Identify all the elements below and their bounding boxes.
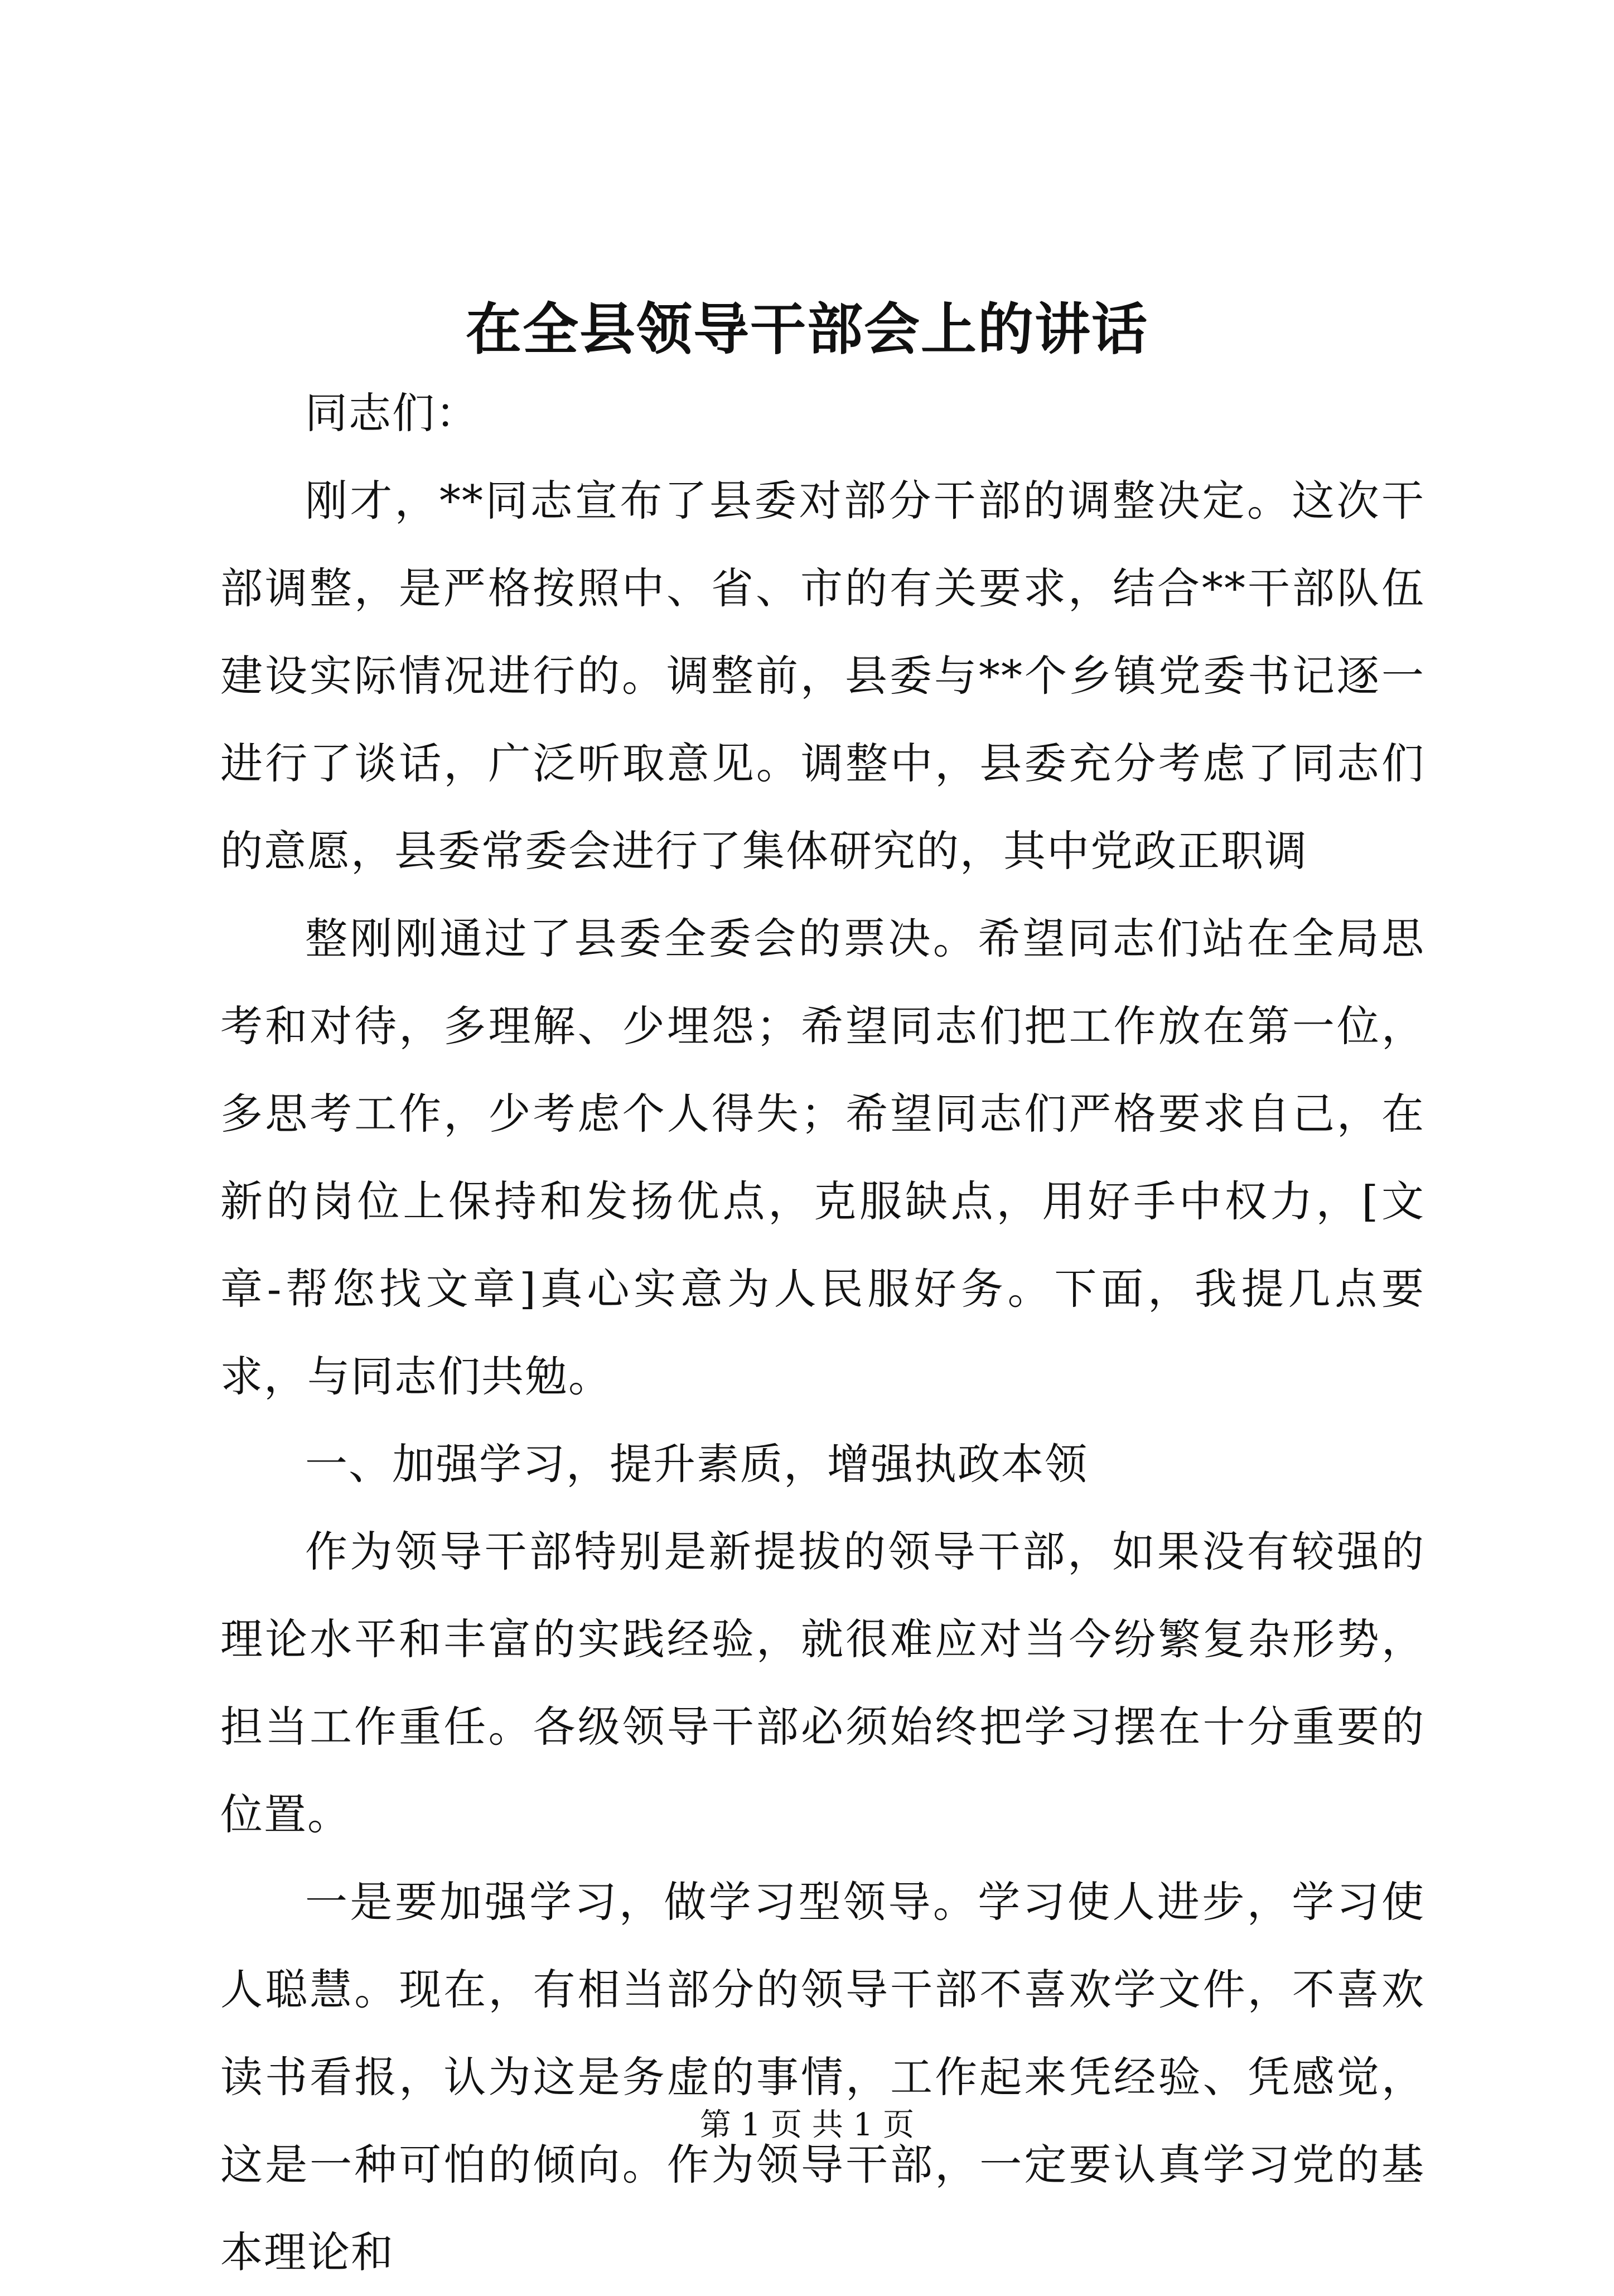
document-title: 在全县领导干部会上的讲话 [466,296,1148,362]
paragraph-greeting: 同志们： [305,388,479,438]
paragraph: 作为领导干部特别是新提拔的领导干部，如果没有较强的理论水平和丰富的实践经验，就很难应对当今纷繁复杂形势，担当工作重任。各级领导干部必须始终把学习摆在十分重要的位置。 [220,1527,1425,1839]
paragraph: 整刚刚通过了县委全委会的票决。希望同志们站在全局思考和对待，多理解、少埋怨；希望同志们把工作放在第一位，多思考工作，少考虑个人得失；希望同志们严格要求自己，在新的岗位上保持和发扬优点，克服缺点，用好手中权力，[文章-帮您找文章]真心实意为人民服好务。下面，我提几点要求，与同志们共勉。 [220,914,1425,1401]
document-body [220,369,1425,2296]
paragraph: 刚才，**同志宣布了县委对部分干部的调整决定。这次干部调整，是严格按照中、省、市的有关要求，结合**干部队伍建设实际情况进行的。调整前，县委与**个乡镇党委书记逐一进行了谈话，广泛听取意见。调整中，县委充分考虑了同志们的意愿，县委常委会进行了集体研究的，其中党政正职调 [220,476,1425,876]
paragraph: 一是要加强学习，做学习型领导。学习使人进步，学习使人聪慧。现在，有相当部分的领导干部不喜欢学文件，不喜欢读书看报，认为这是务虚的事情，工作起来凭经验、凭感觉，这是一种可怕的倾向。作为领导干部，一定要认真学习党的基本理论和 [220,1877,1425,2277]
page-number-footer: 第 1 页 共 1 页 [699,2107,915,2143]
section-heading: 一、加强学习，提升素质，增强执政本领 [305,1439,1088,1489]
